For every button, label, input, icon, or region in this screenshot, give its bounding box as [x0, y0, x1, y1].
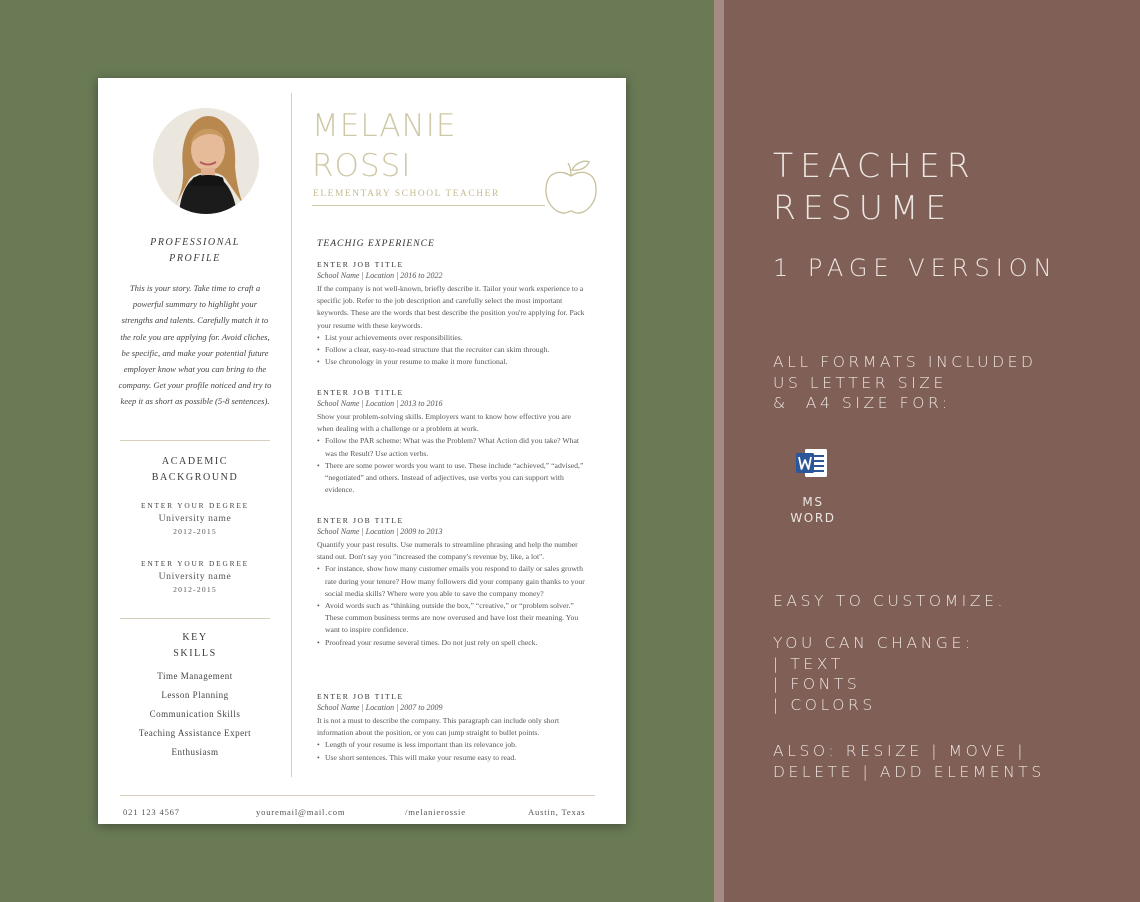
- resume-page: [98, 78, 626, 824]
- job-bullet: • Use short sentences. This will make your resume easy to read.: [325, 752, 585, 764]
- footer-social: /melanierossie: [405, 807, 466, 817]
- apple-icon: [543, 158, 599, 221]
- sidebar-divider: [120, 618, 270, 619]
- job-bullet: • Length of your resume is less important than its relevance job.: [325, 739, 585, 751]
- footer-location: Austin, Texas: [528, 807, 586, 817]
- promo-also: ALSO: RESIZE | MOVE | DELETE | ADD ELEMENTS: [773, 742, 1045, 781]
- job-bullet: • Follow the PAR scheme: What was the Problem? What Action did you take? What was the Result? Use action verbs.: [325, 435, 585, 459]
- footer-phone: 021 123 4567: [123, 807, 180, 817]
- promo-version: 1 PAGE VERSION: [773, 254, 1058, 282]
- job-bullet: • Avoid words such as “thinking outside the box,” “creative,” or “problem solver.” These common business terms are now overused and have lost their meaning. You want to inspire confidence.: [325, 600, 585, 637]
- promo-change-list: YOU CAN CHANGE: | TEXT | FONTS | COLORS: [773, 634, 974, 714]
- ms-word-icon: [796, 448, 828, 483]
- skill-item: Lesson Planning: [161, 690, 229, 700]
- promo-easy: EASY TO CUSTOMIZE.: [773, 592, 1006, 610]
- skill-item: Teaching Assistance Expert: [138, 728, 252, 738]
- experience-heading: TEACHIG EXPERIENCE: [317, 238, 435, 249]
- job-bullet: • Use chronology in your resume to make it more functional.: [325, 356, 585, 368]
- promo-title: TEACHER RESUME: [773, 146, 977, 227]
- job-bullet: • Follow a clear, easy-to-read structure that the recruiter can skim through.: [325, 344, 585, 356]
- footer-email: youremail@mail.com: [256, 807, 346, 817]
- job-bullet: • For instance, show how many customer emails you respond to daily or sales growth rate during your tenure? How many followers did your company gain thanks to your social media skills? Where were you able to save the company money?: [325, 563, 585, 600]
- sidebar-divider: [120, 440, 270, 441]
- skill-item: Time Management: [157, 671, 233, 681]
- degree-entry: ENTER YOUR DEGREE University name 2012-2015: [141, 559, 249, 594]
- job-bullet: • Proofread your resume several times. Do not just rely on spell check.: [325, 637, 585, 649]
- candidate-role: ELEMENTARY SCHOOL TEACHER: [313, 189, 500, 199]
- degree-entry: ENTER YOUR DEGREE University name 2012-2015: [141, 501, 249, 536]
- skill-item: Enthusiasm: [171, 747, 219, 757]
- job-entry: ENTER JOB TITLE School Name | Location | 2016 to 2022 If the company is not well-known, briefly describe it. Tailor your work experience to a specific job. Refer to the job description and carefully select the most important keywords. These are the words that best describe the position you're applying for. Pack your resume with these keywords. • List your achievements over responsibilities. • Follow a clear, easy-to-read structure that the recruiter can skim through. • Use chronology in your resume to make it more functional.: [317, 260, 585, 368]
- profile-heading: PROFESSIONAL PROFILE: [150, 237, 240, 264]
- job-entry: ENTER JOB TITLE School Name | Location | 2009 to 2013 Quantify your past results. Use numerals to streamline phrasing and help the number stand out. Don't say you "increased the company's revenue by, like, a lot". • For instance, show how many customer emails you respond to daily or sales growth rate during your tenure? How many followers did your company gain thanks to your social media skills? Where were you able to save the company money? • Avoid words such as “thinking outside the box,” “creative,” or “problem solver.” These common business terms are now overused and have lost their meaning. You want to inspire confidence. • Proofread your resume several times. Do not just rely on spell check.: [317, 516, 585, 649]
- job-entry: ENTER JOB TITLE School Name | Location | 2013 to 2016 Show your problem-solving skills. Employers want to know how effective you are when dealing with a challenge or a problem at work. • Follow the PAR scheme: What was the Problem? What Action did you take? What was the Result? Use action verbs. • There are some power words you want to use. These include “achieved,” “advised,” “negotiated” and others. Instead of adjectives, use verbs you can support with evidence.: [317, 388, 585, 496]
- profile-summary: This is your story. Take time to craft a powerful summary to highlight your strengths and talents. Carefully match it to the role you are applying for. Avoid cliches, be specific, and make your potential future employer know what you can bring to the company. Get your profile noticed and try to keep it as short as possible (5-8 sentences).: [118, 283, 272, 407]
- ms-word-label: MS WORD: [790, 495, 836, 525]
- academic-heading: ACADEMIC BACKGROUND: [151, 456, 239, 483]
- job-entry: ENTER JOB TITLE School Name | Location | 2007 to 2009 It is not a must to describe the company. This paragraph can include only short information about the position, or you can jump straight to bullet points. • Length of your resume is less important than its relevance job. • Use short sentences. This will make your resume easy to read.: [317, 692, 585, 764]
- footer-divider: [120, 795, 595, 796]
- skills-heading: KEY SKILLS: [173, 632, 217, 659]
- column-divider: [291, 93, 292, 777]
- job-bullet: • There are some power words you want to use. These include “achieved,” “advised,” “negotiated” and others. Instead of adjectives, use verbs you can support with evidence.: [325, 460, 585, 497]
- job-bullet: • List your achievements over responsibilities.: [325, 332, 585, 344]
- candidate-name: MELANIE ROSSI: [312, 108, 457, 184]
- skill-item: Communication Skills: [149, 709, 241, 719]
- background-divider: [714, 0, 724, 902]
- role-underline: [312, 205, 545, 206]
- skills-list: [120, 667, 270, 762]
- profile-photo: [153, 108, 259, 214]
- promo-formats: ALL FORMATS INCLUDED US LETTER SIZE & A4 SIZE FOR:: [773, 353, 1037, 412]
